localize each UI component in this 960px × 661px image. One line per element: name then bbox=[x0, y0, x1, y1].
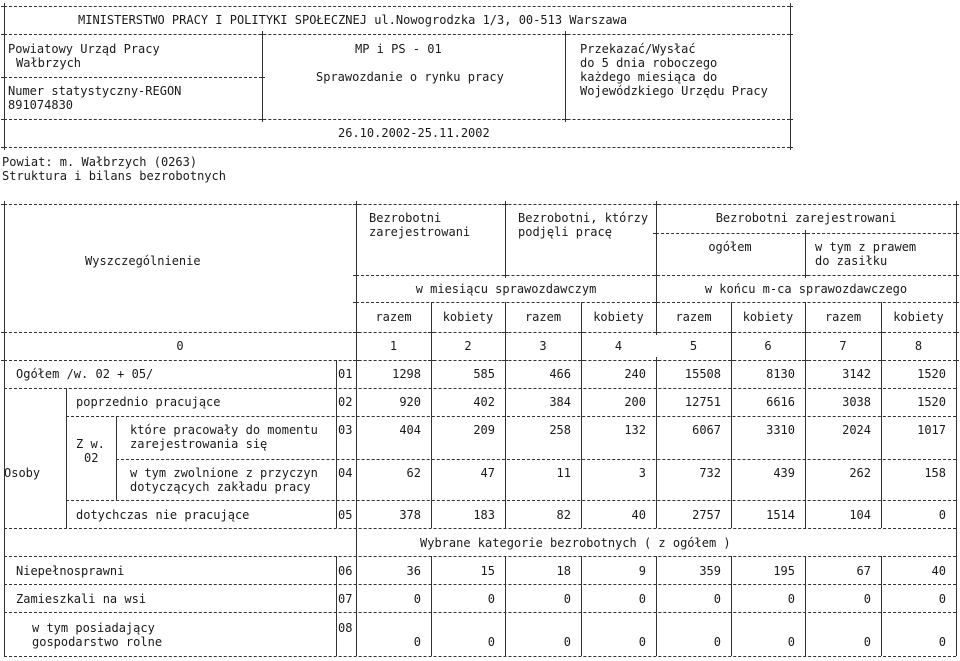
group-employed-l1: Bezrobotni, którzy bbox=[518, 211, 649, 225]
unit-kobiety: kobiety bbox=[742, 310, 794, 324]
value-cell: 258 bbox=[549, 423, 571, 437]
grid-vline bbox=[116, 416, 117, 500]
grid-hline bbox=[66, 416, 956, 417]
district-label: Powiat: m. Wałbrzych (0263) bbox=[2, 155, 198, 169]
value-cell: 402 bbox=[473, 395, 495, 409]
value-cell: 732 bbox=[699, 466, 721, 480]
value-cell: 15508 bbox=[684, 367, 721, 381]
value-cell: 3 bbox=[638, 466, 646, 480]
ministry-line: MINISTERSTWO PRACY I POLITYKI SPOŁECZNEJ ul.Nowogrodzka 1/3, 00-513 Warszawa bbox=[78, 13, 628, 27]
grid-junction bbox=[502, 329, 508, 335]
value-cell: 1520 bbox=[917, 367, 946, 381]
value-cell: 0 bbox=[863, 592, 871, 606]
row-prev-employed-label: poprzednio pracujące bbox=[76, 395, 221, 409]
grid-hline bbox=[4, 6, 790, 7]
value-cell: 920 bbox=[399, 395, 421, 409]
unit-razem: razem bbox=[824, 310, 862, 324]
row-code: 07 bbox=[338, 592, 353, 606]
grid-junction bbox=[802, 329, 808, 335]
value-cell: 67 bbox=[856, 564, 871, 578]
grid-vline bbox=[4, 204, 5, 360]
grid-junction bbox=[802, 272, 808, 278]
grid-junction bbox=[653, 299, 659, 305]
grid-junction bbox=[353, 201, 359, 207]
period-end-header: w końcu m-ca sprawozdawczego bbox=[704, 282, 908, 296]
value-cell: 158 bbox=[924, 466, 946, 480]
value-cell: 132 bbox=[624, 423, 646, 437]
categories-title: Wybrane kategorie bezrobotnych ( z ogółem ) bbox=[420, 536, 731, 550]
value-cell: 0 bbox=[563, 635, 571, 649]
grid-vline bbox=[356, 612, 357, 656]
grid-vline bbox=[336, 612, 337, 656]
grid-vline bbox=[581, 612, 582, 656]
grid-junction bbox=[1, 31, 7, 37]
column-number: 4 bbox=[614, 339, 623, 353]
grid-junction bbox=[353, 329, 359, 335]
subgroup-benefit-l2: do zasiłku bbox=[815, 254, 888, 268]
value-cell: 2024 bbox=[842, 423, 871, 437]
value-cell: 0 bbox=[713, 592, 721, 606]
column-number: 6 bbox=[764, 339, 772, 353]
column-number: 7 bbox=[839, 339, 847, 353]
grid-vline bbox=[356, 528, 357, 556]
value-cell: 1298 bbox=[392, 367, 421, 381]
grid-vline bbox=[805, 612, 806, 656]
grid-hline bbox=[116, 459, 956, 460]
grid-vline bbox=[565, 34, 566, 119]
grid-junction bbox=[562, 31, 568, 37]
value-cell: 3310 bbox=[766, 423, 795, 437]
group-employed-l2: podjęli pracę bbox=[518, 225, 612, 239]
grid-vline bbox=[790, 6, 791, 147]
grid-junction bbox=[353, 272, 359, 278]
grid-junction bbox=[787, 116, 793, 122]
grid-hline bbox=[4, 388, 956, 389]
value-cell: 466 bbox=[549, 367, 571, 381]
grid-hline bbox=[4, 204, 956, 205]
grid-junction bbox=[562, 116, 568, 122]
form-code: MP i PS - 01 bbox=[355, 42, 442, 56]
send-instruction-3: każdego miesiąca do bbox=[580, 70, 718, 84]
grid-junction bbox=[653, 201, 659, 207]
row-worked-label-l1: które pracowały do momentu bbox=[130, 423, 318, 437]
grid-hline bbox=[66, 500, 956, 501]
grid-junction bbox=[728, 329, 734, 335]
col-description-header: Wyszczególnienie bbox=[85, 254, 201, 268]
column-number: 5 bbox=[689, 339, 698, 353]
value-cell: 0 bbox=[863, 635, 871, 649]
grid-junction bbox=[1, 116, 7, 122]
row-farm-label-l1: w tym posiadający bbox=[32, 621, 155, 635]
value-cell: 200 bbox=[624, 395, 646, 409]
value-cell: 195 bbox=[773, 564, 795, 578]
regon-value: 891074830 bbox=[8, 98, 74, 112]
value-cell: 0 bbox=[787, 635, 795, 649]
send-instruction-2: do 5 dnia roboczego bbox=[580, 56, 718, 70]
grid-hline bbox=[4, 34, 790, 35]
section-title: Struktura i bilans bezrobotnych bbox=[2, 169, 226, 183]
grid-vline bbox=[336, 556, 337, 584]
grid-junction bbox=[1, 329, 7, 335]
value-cell: 240 bbox=[624, 367, 646, 381]
regon-label: Numer statystyczny-REGON bbox=[8, 84, 182, 98]
value-cell: 104 bbox=[849, 508, 871, 522]
grid-junction bbox=[502, 272, 508, 278]
grid-junction bbox=[787, 31, 793, 37]
row-code: 01 bbox=[338, 367, 353, 381]
unit-razem: razem bbox=[524, 310, 562, 324]
value-cell: 9 bbox=[638, 564, 646, 578]
value-cell: 8130 bbox=[766, 367, 795, 381]
row-code: 02 bbox=[338, 395, 353, 409]
grid-junction bbox=[578, 329, 584, 335]
grid-hline bbox=[4, 119, 790, 120]
column-number: 8 bbox=[914, 339, 923, 353]
grid-vline bbox=[66, 388, 67, 528]
row-dismissed-label-l1: w tym zwolnione z przyczyn bbox=[130, 466, 318, 480]
grid-junction bbox=[953, 201, 959, 207]
value-cell: 3142 bbox=[842, 367, 871, 381]
grid-vline bbox=[336, 500, 337, 528]
grid-vline bbox=[656, 612, 657, 656]
period-month-header: w miesiącu sprawozdawczym bbox=[415, 282, 597, 296]
grid-junction bbox=[502, 201, 508, 207]
grid-junction bbox=[878, 329, 884, 335]
value-cell: 0 bbox=[938, 508, 946, 522]
send-instruction-1: Przekazać/Wysłać bbox=[580, 42, 696, 56]
value-cell: 0 bbox=[563, 592, 571, 606]
reporting-period: 26.10.2002-25.11.2002 bbox=[338, 126, 490, 140]
grid-junction bbox=[787, 144, 793, 150]
office-city: Wałbrzych bbox=[16, 56, 82, 70]
grid-junction bbox=[953, 272, 959, 278]
zw-label-l1: Z w. bbox=[76, 437, 105, 451]
row-total-label: Ogółem /w. 02 + 05/ bbox=[16, 367, 154, 381]
grid-junction bbox=[953, 230, 959, 236]
grid-vline bbox=[431, 612, 432, 656]
row-code: 05 bbox=[338, 508, 353, 522]
grid-vline bbox=[505, 204, 506, 275]
grid-hline bbox=[4, 556, 956, 557]
value-cell: 0 bbox=[787, 592, 795, 606]
value-cell: 1514 bbox=[766, 508, 795, 522]
grid-hline bbox=[4, 332, 956, 333]
grid-hline bbox=[4, 656, 956, 657]
grid-hline bbox=[4, 77, 262, 78]
grid-junction bbox=[1, 201, 7, 207]
row-disabled-label: Niepełnosprawni bbox=[16, 564, 125, 578]
row-farm-label-l2: gospodarstwo rolne bbox=[32, 635, 163, 649]
grid-vline bbox=[336, 360, 337, 388]
value-cell: 6616 bbox=[766, 395, 795, 409]
value-cell: 439 bbox=[773, 466, 795, 480]
grid-junction bbox=[259, 116, 265, 122]
group-registered-l1: Bezrobotni bbox=[369, 211, 442, 225]
value-cell: 6067 bbox=[692, 423, 721, 437]
send-instruction-4: Wojewódzkiego Urzędu Pracy bbox=[580, 84, 768, 98]
subgroup-total: ogółem bbox=[708, 240, 752, 254]
grid-junction bbox=[653, 230, 659, 236]
value-cell: 0 bbox=[638, 635, 646, 649]
value-cell: 1520 bbox=[917, 395, 946, 409]
grid-junction bbox=[953, 299, 959, 305]
column-number: 1 bbox=[389, 339, 398, 353]
value-cell: 36 bbox=[406, 564, 421, 578]
grid-vline bbox=[731, 612, 732, 656]
unit-kobiety: kobiety bbox=[893, 310, 944, 324]
grid-vline bbox=[881, 612, 882, 656]
grid-vline bbox=[4, 360, 5, 656]
row-rural-label: Zamieszkali na wsi bbox=[16, 592, 147, 606]
value-cell: 585 bbox=[473, 367, 495, 381]
grid-junction bbox=[1, 3, 7, 9]
grid-junction bbox=[653, 329, 659, 335]
grid-hline bbox=[4, 612, 956, 613]
value-cell: 0 bbox=[413, 592, 421, 606]
grid-junction bbox=[1, 144, 7, 150]
osoby-label: Osoby bbox=[4, 466, 41, 480]
grid-vline bbox=[505, 612, 506, 656]
report-title: Sprawozdanie o rynku pracy bbox=[316, 70, 504, 84]
row-code: 03 bbox=[338, 423, 353, 437]
value-cell: 0 bbox=[413, 635, 421, 649]
value-cell: 15 bbox=[480, 564, 495, 578]
grid-hline bbox=[4, 584, 956, 585]
row-never-employed-label: dotychczas nie pracujące bbox=[76, 508, 250, 522]
grid-vline bbox=[805, 233, 806, 275]
value-cell: 262 bbox=[849, 466, 871, 480]
grid-vline bbox=[336, 584, 337, 612]
value-cell: 183 bbox=[473, 508, 495, 522]
grid-junction bbox=[953, 329, 959, 335]
grid-hline bbox=[4, 360, 956, 361]
value-cell: 209 bbox=[473, 423, 495, 437]
grid-junction bbox=[787, 3, 793, 9]
grid-vline bbox=[956, 204, 957, 360]
value-cell: 0 bbox=[938, 635, 946, 649]
grid-junction bbox=[653, 272, 659, 278]
grid-junction bbox=[259, 74, 265, 80]
value-cell: 40 bbox=[931, 564, 946, 578]
value-cell: 18 bbox=[556, 564, 571, 578]
value-cell: 3038 bbox=[842, 395, 871, 409]
zw-label-l2: 02 bbox=[84, 451, 99, 465]
value-cell: 404 bbox=[399, 423, 421, 437]
office-name: Powiatowy Urząd Pracy bbox=[8, 42, 160, 56]
unit-razem: razem bbox=[375, 310, 412, 324]
row-code: 06 bbox=[338, 564, 353, 578]
value-cell: 12751 bbox=[684, 395, 721, 409]
grid-hline bbox=[4, 528, 956, 529]
grid-vline bbox=[956, 360, 957, 656]
grid-junction bbox=[802, 230, 808, 236]
grid-junction bbox=[1, 74, 7, 80]
value-cell: 0 bbox=[487, 635, 495, 649]
value-cell: 384 bbox=[549, 395, 571, 409]
grid-vline bbox=[336, 459, 337, 500]
grid-junction bbox=[353, 299, 359, 305]
row-code: 04 bbox=[338, 466, 353, 480]
grid-vline bbox=[336, 388, 337, 416]
value-cell: 2757 bbox=[692, 508, 721, 522]
group-registered-end: Bezrobotni zarejestrowani bbox=[715, 211, 897, 225]
value-cell: 0 bbox=[487, 592, 495, 606]
group-registered-l2: zarejestrowani bbox=[369, 225, 471, 239]
grid-hline bbox=[4, 147, 790, 148]
value-cell: 0 bbox=[638, 592, 646, 606]
row-dismissed-label-l2: dotyczących zakładu pracy bbox=[130, 480, 311, 494]
value-cell: 1017 bbox=[917, 423, 946, 437]
column-number: 0 bbox=[176, 339, 184, 353]
value-cell: 378 bbox=[399, 508, 421, 522]
value-cell: 0 bbox=[713, 635, 721, 649]
unit-kobiety: kobiety bbox=[442, 310, 494, 324]
grid-junction bbox=[259, 31, 265, 37]
value-cell: 82 bbox=[556, 508, 571, 522]
value-cell: 62 bbox=[406, 466, 421, 480]
value-cell: 0 bbox=[938, 592, 946, 606]
row-worked-label-l2: zarejestrowania się bbox=[130, 437, 268, 451]
column-number: 2 bbox=[464, 339, 472, 353]
value-cell: 11 bbox=[556, 466, 571, 480]
row-code: 08 bbox=[338, 621, 353, 635]
grid-vline bbox=[336, 416, 337, 459]
column-number: 3 bbox=[539, 339, 547, 353]
unit-kobiety: kobiety bbox=[593, 310, 644, 324]
subgroup-benefit-l1: w tym z prawem bbox=[815, 240, 917, 254]
unit-razem: razem bbox=[675, 310, 712, 324]
grid-junction bbox=[428, 329, 434, 335]
value-cell: 47 bbox=[480, 466, 495, 480]
value-cell: 359 bbox=[699, 564, 721, 578]
value-cell: 40 bbox=[631, 508, 646, 522]
